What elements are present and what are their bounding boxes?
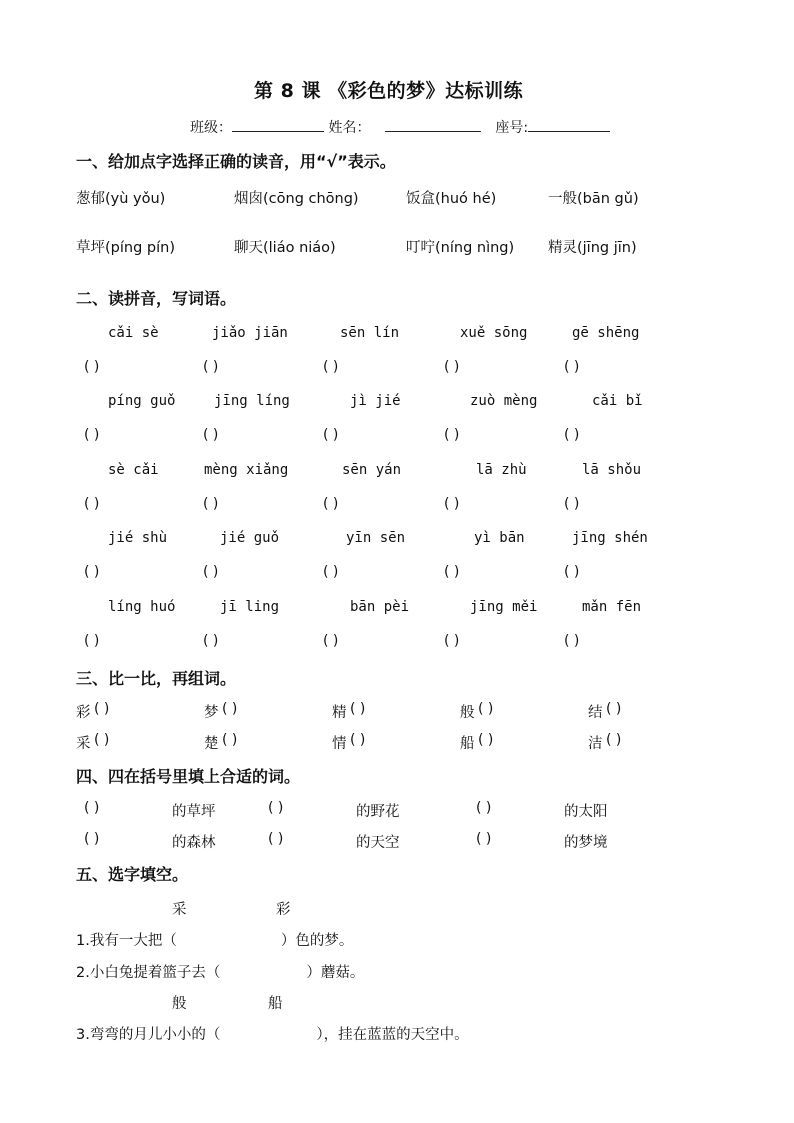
pinyin-word: mǎn fēn <box>582 599 642 615</box>
answer-blank[interactable]: ( ) <box>323 633 339 649</box>
sentence-3-start: 3.弯弯的月儿小小的（ <box>76 1027 221 1043</box>
compare-char: 结 <box>588 705 603 721</box>
answer-blank[interactable]: ( ) <box>84 496 100 512</box>
phrase-suffix: 的野花 <box>356 804 400 820</box>
pinyin-choice-item[interactable]: 葱郁(yù yǒu) <box>76 191 166 207</box>
pinyin-word: jīng líng <box>214 393 290 409</box>
compare-char: 般 <box>460 705 475 721</box>
answer-blank[interactable]: ( ) <box>564 359 580 375</box>
pinyin-choice-item[interactable]: 一般(bān gǔ) <box>548 191 639 207</box>
pinyin-word: sēn yán <box>342 462 402 478</box>
student-info-line <box>190 117 610 137</box>
answer-blank[interactable]: ( ) <box>203 496 219 512</box>
pinyin-choice-item[interactable]: 叮咛(níng nìng) <box>406 240 515 256</box>
pinyin-word: jī ling <box>220 599 280 615</box>
answer-blank[interactable]: ( ) <box>444 496 460 512</box>
sentence-2-end: ）蘑菇。 <box>306 965 365 981</box>
answer-blank[interactable]: ( ) <box>203 633 219 649</box>
pinyin-word: jīng měi <box>470 599 538 615</box>
pinyin-word: yì bān <box>474 530 525 546</box>
answer-blank[interactable]: ( ) <box>323 564 339 580</box>
compare-char: 船 <box>460 736 475 752</box>
choice-char: 船 <box>268 996 283 1012</box>
sentence-1-start: 1.我有一大把（ <box>76 933 177 949</box>
answer-blank[interactable]: ( ) <box>203 359 219 375</box>
compare-char: 洁 <box>588 736 603 752</box>
pinyin-word: zuò mèng <box>470 393 538 409</box>
choice-char: 般 <box>172 996 187 1012</box>
answer-blank[interactable]: ( ) <box>323 427 339 443</box>
compare-char: 情 <box>332 736 347 752</box>
pinyin-word: gē shēng <box>572 325 640 341</box>
pinyin-word: sè cǎi <box>108 462 159 478</box>
section-2-heading: 二、读拼音，写词语。 <box>76 289 237 308</box>
answer-blank[interactable]: ( ) <box>444 359 460 375</box>
pinyin-choice-item[interactable]: 烟囱(cōng chōng) <box>234 191 359 207</box>
word-blank[interactable]: ( ) <box>94 732 110 748</box>
pinyin-word: lā shǒu <box>582 462 642 478</box>
pinyin-word: lā zhù <box>476 462 527 478</box>
sentence-1 <box>76 929 353 950</box>
pinyin-word: xuě sōng <box>460 325 528 341</box>
class-field[interactable] <box>232 117 324 132</box>
pinyin-word: bān pèi <box>350 599 410 615</box>
answer-blank[interactable]: ( ) <box>564 633 580 649</box>
pinyin-choice-item[interactable]: 聊天(liáo niáo) <box>234 240 336 256</box>
word-blank[interactable]: ( ) <box>478 701 494 717</box>
section-5-heading: 五、选字填空。 <box>76 865 189 884</box>
pinyin-word: líng huó <box>108 599 176 615</box>
pinyin-word: jié guǒ <box>220 530 280 546</box>
pinyin-word: jīng shén <box>572 530 648 546</box>
phrase-suffix: 的天空 <box>356 835 400 851</box>
answer-blank[interactable]: ( ) <box>323 496 339 512</box>
answer-blank[interactable]: ( ) <box>564 427 580 443</box>
sentence-2 <box>76 961 364 982</box>
phrase-suffix: 的草坪 <box>172 804 216 820</box>
word-blank[interactable]: ( ) <box>476 831 492 847</box>
answer-blank[interactable]: ( ) <box>84 359 100 375</box>
pinyin-word: jiǎo jiān <box>212 325 288 341</box>
sentence-3 <box>76 1023 469 1044</box>
word-blank[interactable]: ( ) <box>268 831 284 847</box>
pinyin-word: yīn sēn <box>346 530 406 546</box>
seat-label: 座号: <box>495 120 529 136</box>
compare-char: 精 <box>332 705 347 721</box>
answer-blank[interactable]: ( ) <box>84 427 100 443</box>
answer-blank[interactable]: ( ) <box>203 564 219 580</box>
pinyin-word: jié shù <box>108 530 168 546</box>
section-3-heading: 三、比一比，再组词。 <box>76 669 237 688</box>
pinyin-word: mèng xiǎng <box>204 462 289 478</box>
pinyin-word: cǎi bǐ <box>592 393 643 409</box>
word-blank[interactable]: ( ) <box>84 831 100 847</box>
sentence-1-end: ）色的梦。 <box>280 933 354 949</box>
pinyin-choice-item[interactable]: 草坪(píng pín) <box>76 240 175 256</box>
word-blank[interactable]: ( ) <box>84 800 100 816</box>
phrase-suffix: 的森林 <box>172 835 216 851</box>
pinyin-choice-item[interactable]: 精灵(jīng jīn) <box>548 240 637 256</box>
word-blank[interactable]: ( ) <box>478 732 494 748</box>
compare-char: 楚 <box>204 736 219 752</box>
word-blank[interactable]: ( ) <box>268 800 284 816</box>
answer-blank[interactable]: ( ) <box>564 564 580 580</box>
answer-blank[interactable]: ( ) <box>444 427 460 443</box>
answer-blank[interactable]: ( ) <box>444 564 460 580</box>
phrase-suffix: 的太阳 <box>564 804 608 820</box>
phrase-suffix: 的梦境 <box>564 835 608 851</box>
pinyin-word: jì jié <box>350 393 401 409</box>
word-blank[interactable]: ( ) <box>222 701 238 717</box>
pinyin-choice-item[interactable]: 饭盒(huó hé) <box>406 191 497 207</box>
pinyin-word: píng guǒ <box>108 393 176 409</box>
compare-char: 采 <box>76 736 91 752</box>
compare-char: 梦 <box>204 705 219 721</box>
word-blank[interactable]: ( ) <box>606 732 622 748</box>
pinyin-word: cǎi sè <box>108 325 159 341</box>
page-title: 第 8 课 《彩色的梦》达标训练 <box>254 80 524 102</box>
answer-blank[interactable]: ( ) <box>203 427 219 443</box>
answer-blank[interactable]: ( ) <box>84 633 100 649</box>
answer-blank[interactable]: ( ) <box>564 496 580 512</box>
word-blank[interactable]: ( ) <box>476 800 492 816</box>
answer-blank[interactable]: ( ) <box>84 564 100 580</box>
choice-char: 彩 <box>276 902 291 918</box>
name-field[interactable] <box>385 117 481 132</box>
word-blank[interactable]: ( ) <box>94 701 110 717</box>
name-label: 姓名： <box>328 120 371 136</box>
answer-blank[interactable]: ( ) <box>444 633 460 649</box>
seat-field[interactable] <box>528 117 610 132</box>
choice-char: 采 <box>172 902 187 918</box>
pinyin-word: sēn lín <box>340 325 400 341</box>
section-4-heading: 四、四在括号里填上合适的词。 <box>76 767 301 786</box>
class-label: 班级： <box>190 120 232 136</box>
word-blank[interactable]: ( ) <box>222 732 238 748</box>
compare-char: 彩 <box>76 705 91 721</box>
section-1-heading: 一、给加点字选择正确的读音，用“√”表示。 <box>76 152 396 171</box>
sentence-3-end: ），挂在蓝蓝的天空中。 <box>316 1027 469 1043</box>
word-blank[interactable]: ( ) <box>350 732 366 748</box>
answer-blank[interactable]: ( ) <box>323 359 339 375</box>
word-blank[interactable]: ( ) <box>606 701 622 717</box>
word-blank[interactable]: ( ) <box>350 701 366 717</box>
sentence-2-start: 2.小白兔提着篮子去（ <box>76 965 221 981</box>
